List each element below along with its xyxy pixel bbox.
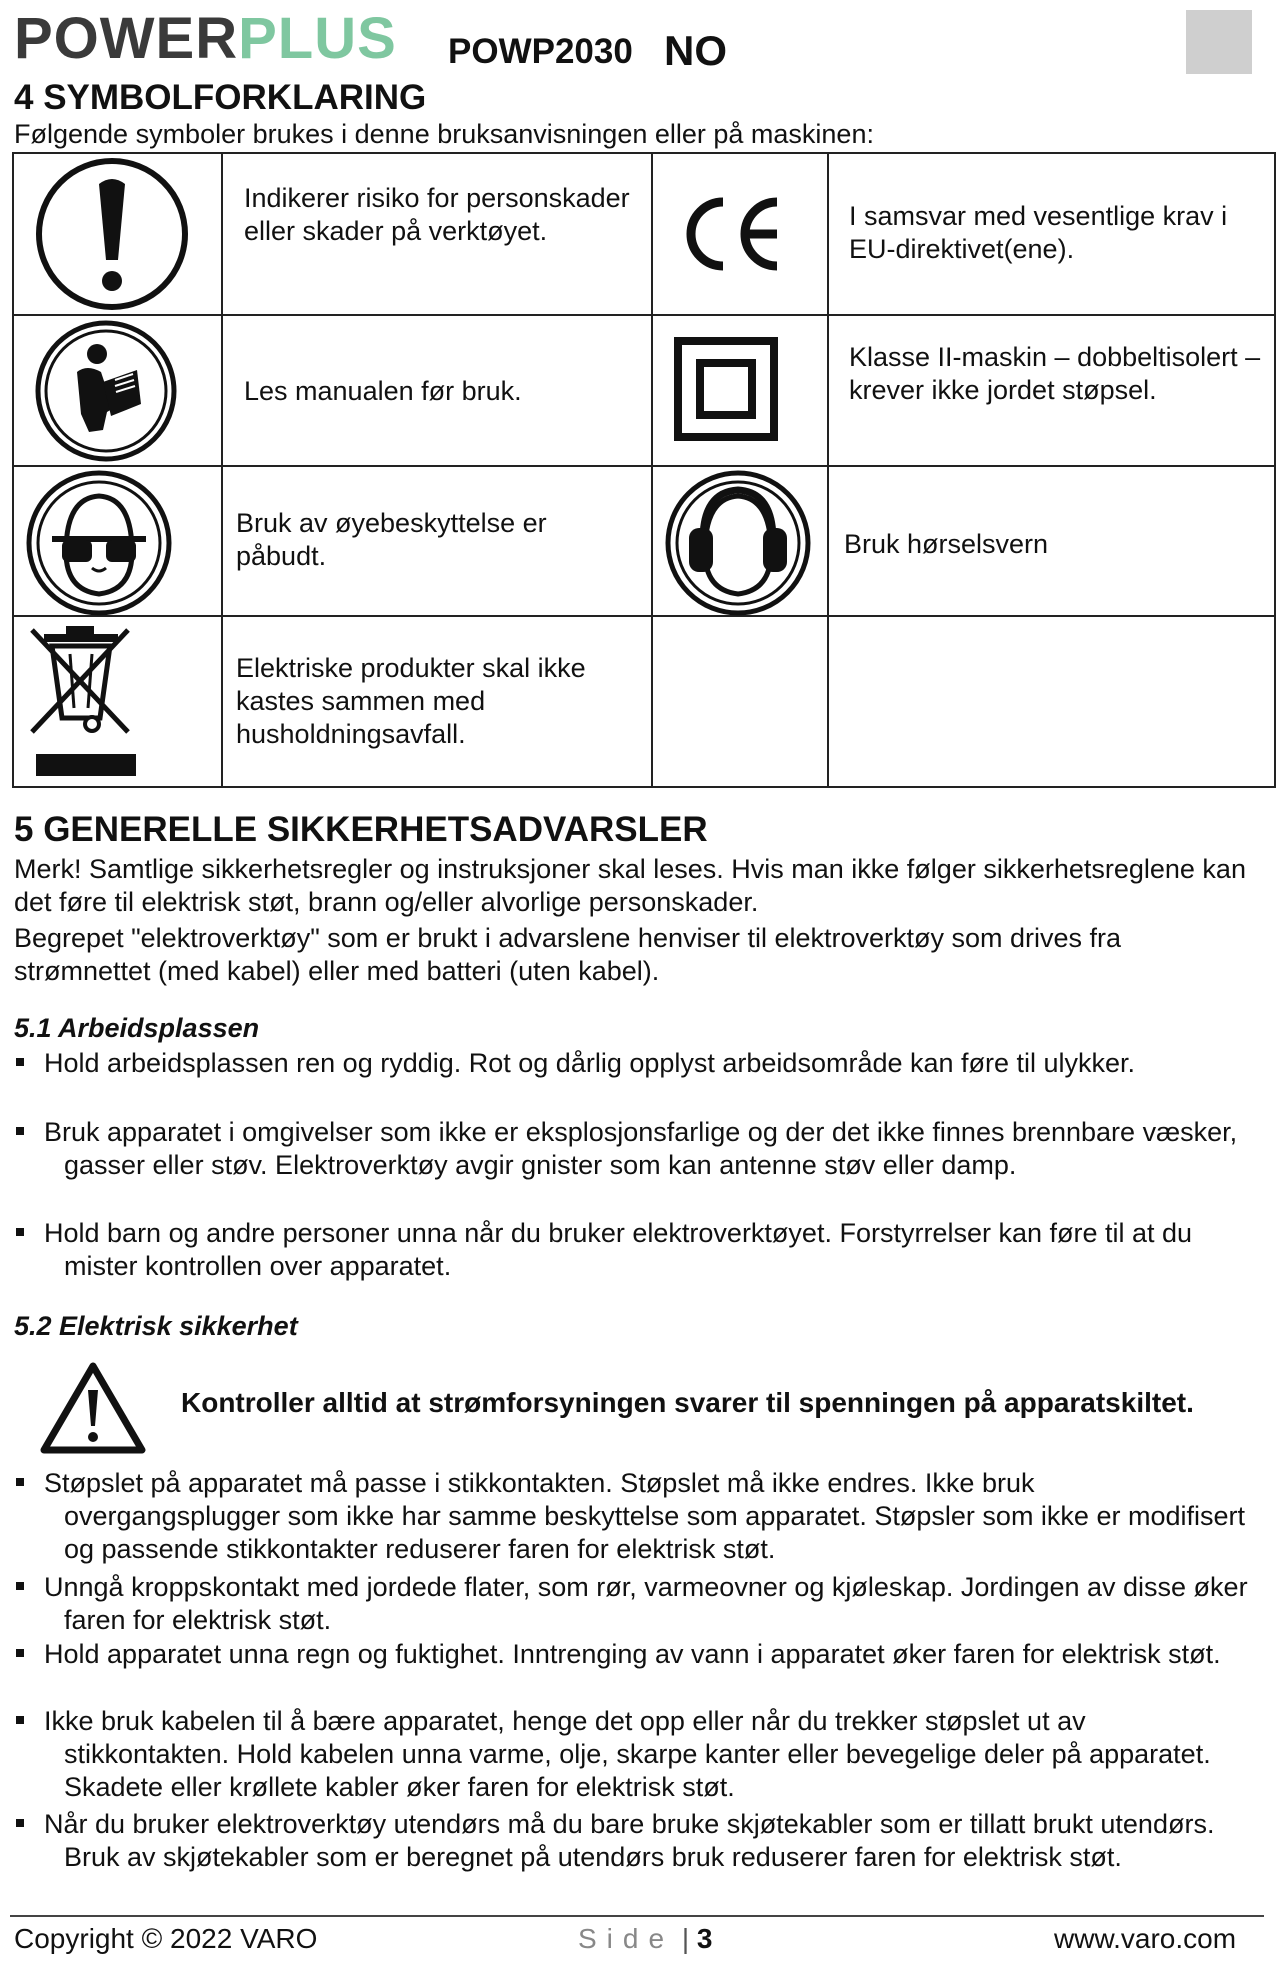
- list-item: Hold arbeidsplassen ren og ryddig. Rot og dårlig opplyst arbeidsområde kan føre til ulykker.: [14, 1047, 1254, 1080]
- symbol-text-read-manual: Les manualen før bruk.: [244, 376, 522, 406]
- footer-divider: [10, 1915, 1264, 1917]
- symbol-text-risk: Indikerer risiko for personskader eller skader på verktøyet.: [244, 183, 630, 246]
- symbol-table: [12, 152, 1276, 788]
- section-4-title: 4 SYMBOLFORKLARING: [14, 78, 427, 117]
- list-item: Unngå kroppskontakt med jordede flater, som rør, varmeovner og kjøleskap. Jordingen av disse øker faren for elektrisk støt.: [14, 1571, 1254, 1637]
- footer-page: Side | 3: [578, 1923, 713, 1954]
- section-5-para-2: Begrepet "elektroverktøy" som er brukt i advarslene henviser til elektroverktøy som drives fra strømnettet (med kabel) eller med batteri (uten kabel).: [14, 923, 1122, 986]
- list-item: Bruk apparatet i omgivelser som ikke er eksplosjonsfarlige og der det ikke finnes brennbare væsker, gasser eller støv. Elektroverktøy avgir gnister som kan antenne støv eller damp.: [14, 1116, 1254, 1182]
- symbol-text-eye-protection: Bruk av øyebeskyttelse er påbudt.: [236, 508, 547, 571]
- model-number: POWP2030: [448, 32, 633, 71]
- warning-triangle-icon: [38, 1360, 148, 1461]
- list-item: Hold barn og andre personer unna når du bruker elektroverktøyet. Forstyrrelser kan føre til at du mister kontrollen over apparatet.: [14, 1217, 1254, 1283]
- list-item: Når du bruker elektroverktøy utendørs må du bare bruke skjøtekabler som er tillatt brukt utendørs. Bruk av skjøtekabler som er beregnet på utendørs bruk reduserer faren for elektrisk støt.: [14, 1808, 1254, 1874]
- symbol-text-hearing-protection: Bruk hørselsvern: [844, 529, 1049, 559]
- voltage-warning-text: Kontroller alltid at strømforsyningen svarer til spenningen på apparatskiltet.: [181, 1387, 1194, 1418]
- read-manual-icon: [31, 320, 181, 467]
- class-ii-double-square-icon: [674, 337, 778, 446]
- symbol-text-ce: I samsvar med vesentlige krav i EU-direktivet(ene).: [849, 201, 1228, 264]
- list-item: Ikke bruk kabelen til å bære apparatet, henge det opp eller når du trekker støpslet ut av stikkontakten. Hold kabelen unna varme, olje, skarpe kanter eller bevegelige deler på apparatet. Skadete eller krøllete kabler øker faren for elektrisk støt.: [14, 1705, 1254, 1804]
- section-5-title: 5 GENERELLE SIKKERHETSADVARSLER: [14, 810, 708, 849]
- subsection-5-1-title: 5.1 Arbeidsplassen: [14, 1013, 260, 1043]
- section-5-para-1: Merk! Samtlige sikkerhetsregler og instruksjoner skal leses. Hvis man ikke følger sikkerhetsreglene kan det føre til elektrisk støt, brann og/eller alvorlige personskader.: [14, 854, 1246, 917]
- hearing-protection-icon: [665, 470, 811, 621]
- page-number: 3: [696, 1923, 713, 1954]
- ce-mark-icon: [677, 194, 785, 279]
- symbol-text-class-ii: Klasse II-maskin – dobbeltisolert – krever ikke jordet støpsel.: [849, 342, 1261, 405]
- section-4-intro: Følgende symboler brukes i denne bruksanvisningen eller på maskinen:: [14, 119, 874, 149]
- list-item: Støpslet på apparatet må passe i stikkontakten. Støpslet må ikke endres. Ikke bruk overgangsplugger som ikke har samme beskyttelse som apparatet. Støpsler som ikke er modifisert og passende stikkontakter reduserer faren for elektrisk støt.: [14, 1467, 1254, 1566]
- footer-website: www.varo.com: [1054, 1923, 1237, 1954]
- brand-logo-part1: POWER: [14, 6, 239, 71]
- brand-logo: [14, 4, 397, 74]
- list-item: Hold apparatet unna regn og fuktighet. Inntrenging av vann i apparatet øker faren for elektrisk støt.: [14, 1638, 1254, 1671]
- language-code: NO: [664, 27, 727, 74]
- grey-placeholder-box: [1186, 10, 1252, 74]
- exclamation-warning-icon: [31, 157, 193, 316]
- symbol-text-weee: Elektriske produkter skal ikke kastes sammen med husholdningsavfall.: [236, 653, 586, 749]
- page-label: Side: [578, 1923, 675, 1954]
- footer-copyright: Copyright © 2022 VARO: [14, 1923, 318, 1954]
- brand-logo-part2: PLUS: [238, 6, 397, 71]
- subsection-5-2-title: 5.2 Elektrisk sikkerhet: [14, 1311, 298, 1341]
- eye-protection-icon: [26, 470, 172, 621]
- crossed-bin-weee-icon: [22, 620, 142, 789]
